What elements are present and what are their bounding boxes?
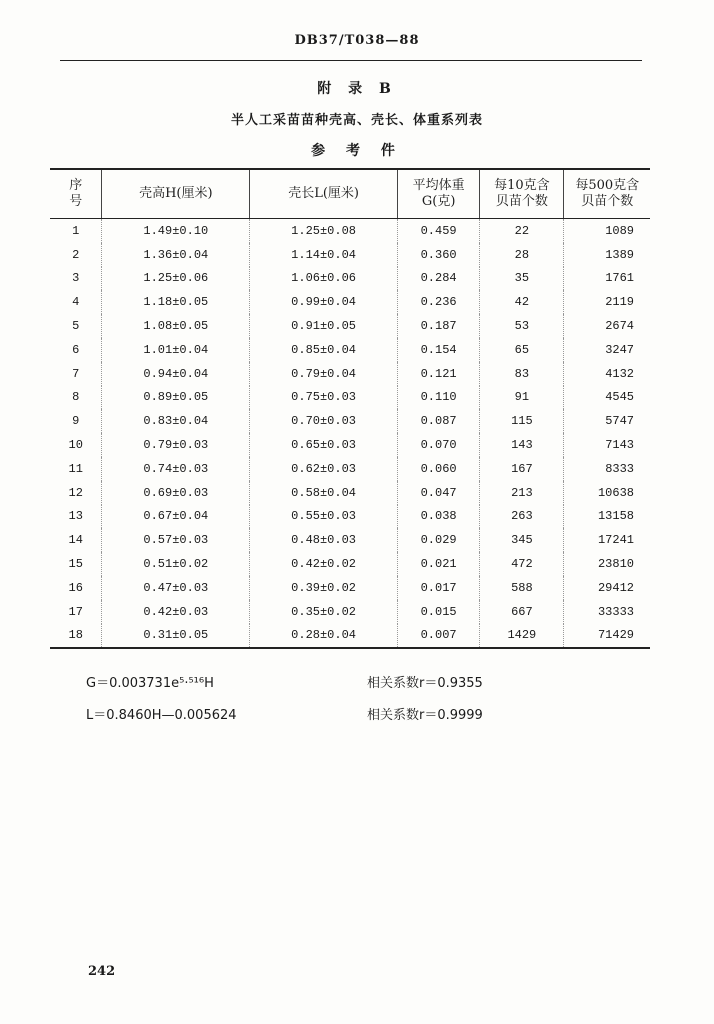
cell-shell-height: 0.57±0.03 <box>102 528 250 552</box>
header-idx <box>50 169 102 219</box>
cell-shell-height: 0.31±0.05 <box>102 624 250 649</box>
cell-count-per-500g: 23810 <box>564 552 650 576</box>
page-number: 242 <box>88 964 116 979</box>
cell-count-per-10g: 22 <box>480 219 564 243</box>
header-weight-line1: 平均体重 <box>412 178 465 193</box>
reference-tag: 参 考 件 <box>311 143 403 159</box>
cell-count-per-10g: 65 <box>480 338 564 362</box>
cell-count-per-10g: 1429 <box>480 624 564 649</box>
cell-shell-height: 0.79±0.03 <box>102 433 250 457</box>
header-per10 <box>480 169 564 219</box>
cell-avg-weight: 0.047 <box>397 481 479 505</box>
cell-shell-length: 1.06±0.06 <box>250 267 398 291</box>
cell-count-per-10g: 667 <box>480 600 564 624</box>
cell-avg-weight: 0.017 <box>397 576 479 600</box>
cell-shell-length: 0.58±0.04 <box>250 481 398 505</box>
cell-shell-height: 0.83±0.04 <box>102 409 250 433</box>
cell-count-per-10g: 91 <box>480 386 564 410</box>
header-height <box>102 169 250 219</box>
cell-shell-height: 0.67±0.04 <box>102 505 250 529</box>
cell-avg-weight: 0.060 <box>397 457 479 481</box>
table-row <box>50 290 650 314</box>
header-idx-line1: 序 <box>69 178 83 193</box>
cell-shell-height: 0.89±0.05 <box>102 386 250 410</box>
cell-count-per-500g: 1389 <box>564 243 650 267</box>
cell-avg-weight: 0.087 <box>397 409 479 433</box>
cell-shell-length: 0.39±0.02 <box>250 576 398 600</box>
cell-shell-height: 0.47±0.03 <box>102 576 250 600</box>
cell-shell-height: 0.42±0.03 <box>102 600 250 624</box>
table-row <box>50 362 650 386</box>
table-row <box>50 600 650 624</box>
cell-count-per-500g: 5747 <box>564 409 650 433</box>
cell-shell-length: 0.85±0.04 <box>250 338 398 362</box>
header-per500 <box>564 169 650 219</box>
data-table-wrapper <box>50 168 650 649</box>
cell-shell-length: 0.48±0.03 <box>250 528 398 552</box>
cell-index: 10 <box>68 438 83 453</box>
cell-count-per-10g: 53 <box>480 314 564 338</box>
cell-shell-length: 0.70±0.03 <box>250 409 398 433</box>
cell-count-per-500g: 3247 <box>564 338 650 362</box>
cell-shell-length: 0.35±0.02 <box>250 600 398 624</box>
weight-formula: G＝0.003731e⁵·⁵¹⁶H <box>86 676 214 691</box>
table-row <box>50 481 650 505</box>
length-correlation: 相关系数r＝0.9999 <box>367 708 483 723</box>
cell-count-per-500g: 10638 <box>564 481 650 505</box>
cell-shell-height: 0.94±0.04 <box>102 362 250 386</box>
cell-index: 6 <box>72 342 80 357</box>
cell-count-per-10g: 42 <box>480 290 564 314</box>
cell-count-per-10g: 115 <box>480 409 564 433</box>
cell-avg-weight: 0.038 <box>397 505 479 529</box>
data-table <box>50 168 650 649</box>
cell-avg-weight: 0.015 <box>397 600 479 624</box>
header-per10-line2: 贝苗个数 <box>495 194 548 209</box>
cell-shell-length: 0.65±0.03 <box>250 433 398 457</box>
cell-index: 17 <box>68 604 83 619</box>
table-row <box>50 386 650 410</box>
cell-index: 14 <box>68 533 83 548</box>
table-row <box>50 243 650 267</box>
table-row <box>50 267 650 291</box>
cell-shell-height: 0.51±0.02 <box>102 552 250 576</box>
table-row <box>50 457 650 481</box>
cell-index: 3 <box>72 271 80 286</box>
cell-shell-height: 1.49±0.10 <box>102 219 250 243</box>
cell-avg-weight: 0.070 <box>397 433 479 457</box>
table-body <box>50 219 650 649</box>
table-row <box>50 314 650 338</box>
header-rule <box>60 60 642 61</box>
cell-avg-weight: 0.121 <box>397 362 479 386</box>
cell-count-per-500g: 33333 <box>564 600 650 624</box>
cell-count-per-500g: 4132 <box>564 362 650 386</box>
cell-index: 8 <box>72 390 80 405</box>
header-length-label: 壳长L(厘米) <box>288 186 359 201</box>
header-per500-line1: 每500克含 <box>575 178 640 193</box>
cell-count-per-500g: 7143 <box>564 433 650 457</box>
table-row <box>50 219 650 243</box>
cell-count-per-500g: 29412 <box>564 576 650 600</box>
cell-count-per-10g: 345 <box>480 528 564 552</box>
appendix-title: 附 录 B <box>317 81 397 97</box>
table-row <box>50 338 650 362</box>
cell-index: 18 <box>50 624 102 649</box>
cell-avg-weight: 0.459 <box>397 219 479 243</box>
cell-count-per-10g: 472 <box>480 552 564 576</box>
cell-avg-weight: 0.187 <box>397 314 479 338</box>
cell-count-per-500g: 4545 <box>564 386 650 410</box>
table-row <box>50 552 650 576</box>
header-weight-line2: G(克) <box>421 194 456 209</box>
cell-avg-weight: 0.284 <box>397 267 479 291</box>
header-per10-line1: 每10克含 <box>494 178 550 193</box>
standard-code: DB37/T038—88 <box>294 33 420 48</box>
cell-count-per-500g: 71429 <box>564 624 650 649</box>
header-per500-line2: 贝苗个数 <box>581 194 634 209</box>
cell-count-per-500g: 8333 <box>564 457 650 481</box>
cell-avg-weight: 0.007 <box>397 624 479 649</box>
cell-index: 11 <box>68 461 83 476</box>
cell-index: 9 <box>72 414 80 429</box>
cell-index: 7 <box>72 366 80 381</box>
cell-count-per-500g: 2119 <box>564 290 650 314</box>
length-formula: L＝0.8460H—0.005624 <box>86 708 237 723</box>
cell-shell-height: 0.74±0.03 <box>102 457 250 481</box>
header-length <box>250 169 398 219</box>
cell-shell-length: 0.91±0.05 <box>250 314 398 338</box>
cell-index: 2 <box>72 247 80 262</box>
cell-avg-weight: 0.029 <box>397 528 479 552</box>
cell-shell-height: 1.25±0.06 <box>102 267 250 291</box>
cell-index: 16 <box>68 580 83 595</box>
cell-count-per-10g: 167 <box>480 457 564 481</box>
cell-count-per-500g: 1761 <box>564 267 650 291</box>
cell-shell-height: 1.01±0.04 <box>102 338 250 362</box>
cell-shell-height: 1.08±0.05 <box>102 314 250 338</box>
cell-count-per-10g: 588 <box>480 576 564 600</box>
cell-index: 15 <box>68 557 83 572</box>
cell-avg-weight: 0.021 <box>397 552 479 576</box>
cell-shell-length: 0.79±0.04 <box>250 362 398 386</box>
cell-index: 4 <box>72 295 80 310</box>
cell-avg-weight: 0.236 <box>397 290 479 314</box>
cell-count-per-10g: 35 <box>480 267 564 291</box>
cell-shell-length: 0.55±0.03 <box>250 505 398 529</box>
cell-shell-length: 1.14±0.04 <box>250 243 398 267</box>
header-idx-line2: 号 <box>69 194 83 209</box>
cell-index: 12 <box>68 485 83 500</box>
cell-shell-length: 0.99±0.04 <box>250 290 398 314</box>
cell-index: 5 <box>72 319 80 334</box>
header-weight <box>397 169 479 219</box>
cell-shell-length: 0.75±0.03 <box>250 386 398 410</box>
cell-shell-length: 0.62±0.03 <box>250 457 398 481</box>
cell-count-per-500g: 17241 <box>564 528 650 552</box>
cell-count-per-500g: 13158 <box>564 505 650 529</box>
weight-correlation: 相关系数r＝0.9355 <box>367 676 483 691</box>
header-height-label: 壳高H(厘米) <box>139 186 213 201</box>
cell-avg-weight: 0.110 <box>397 386 479 410</box>
table-row <box>50 409 650 433</box>
table-row <box>50 576 650 600</box>
cell-shell-length: 1.25±0.08 <box>250 219 398 243</box>
cell-shell-length: 0.42±0.02 <box>250 552 398 576</box>
table-row <box>50 528 650 552</box>
table-row <box>50 505 650 529</box>
cell-count-per-10g: 83 <box>480 362 564 386</box>
table-row <box>50 624 650 649</box>
cell-shell-length: 0.28±0.04 <box>250 624 398 649</box>
table-header-row <box>50 169 650 219</box>
cell-shell-height: 0.69±0.03 <box>102 481 250 505</box>
cell-count-per-10g: 213 <box>480 481 564 505</box>
cell-index: 13 <box>68 509 83 524</box>
cell-count-per-10g: 263 <box>480 505 564 529</box>
cell-index: 1 <box>72 223 80 238</box>
table-row <box>50 433 650 457</box>
cell-count-per-500g: 2674 <box>564 314 650 338</box>
cell-count-per-500g: 1089 <box>564 219 650 243</box>
cell-avg-weight: 0.154 <box>397 338 479 362</box>
cell-count-per-10g: 143 <box>480 433 564 457</box>
cell-count-per-10g: 28 <box>480 243 564 267</box>
table-title: 半人工采苗苗种壳高、壳长、体重系列表 <box>230 113 483 128</box>
cell-shell-height: 1.36±0.04 <box>102 243 250 267</box>
cell-avg-weight: 0.360 <box>397 243 479 267</box>
cell-shell-height: 1.18±0.05 <box>102 290 250 314</box>
